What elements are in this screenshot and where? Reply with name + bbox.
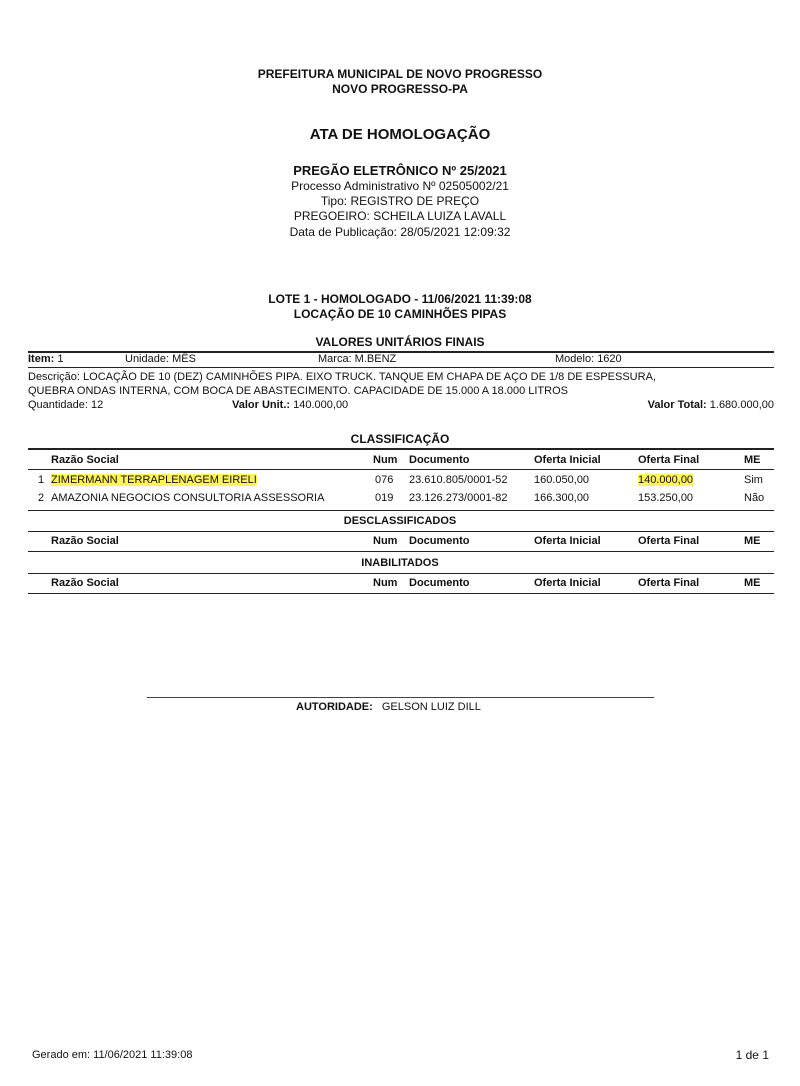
row-oferta-final: 140.000,00 bbox=[638, 474, 694, 486]
section-valores: VALORES UNITÁRIOS FINAIS bbox=[315, 335, 485, 349]
section-desclassificados: DESCLASSIFICADOS bbox=[343, 515, 457, 527]
tipo: Tipo: REGISTRO DE PREÇO bbox=[320, 194, 480, 208]
divider bbox=[28, 510, 774, 511]
doc-title: ATA DE HOMOLOGAÇÃO bbox=[309, 126, 491, 143]
col-razao-social: Razão Social bbox=[51, 535, 119, 547]
row-documento: 23.126.273/0001-82 bbox=[409, 492, 508, 504]
row-position: 2 bbox=[38, 492, 45, 504]
col-oferta-final: Oferta Final bbox=[638, 577, 700, 589]
col-oferta-inicial: Oferta Inicial bbox=[534, 535, 601, 547]
lote-subtitle: LOCAÇÃO DE 10 CAMINHÕES PIPAS bbox=[293, 307, 507, 321]
col-oferta-inicial: Oferta Inicial bbox=[534, 577, 601, 589]
col-oferta-final: Oferta Final bbox=[638, 454, 700, 466]
col-razao-social: Razão Social bbox=[51, 454, 119, 466]
col-num: Num bbox=[373, 454, 398, 466]
valor-total-value: 1.680.000,00 bbox=[709, 399, 774, 411]
col-razao-social: Razão Social bbox=[51, 577, 119, 589]
row-oferta-inicial: 160.050,00 bbox=[534, 474, 590, 486]
section-inabilitados: INABILITADOS bbox=[361, 557, 439, 569]
pregoeiro: PREGOEIRO: SCHEILA LUIZA LAVALL bbox=[293, 209, 507, 223]
col-num: Num bbox=[373, 535, 398, 547]
generated-at: Gerado em: 11/06/2021 11:39:08 bbox=[32, 1049, 193, 1061]
divider bbox=[28, 448, 774, 450]
item-valor-total bbox=[648, 399, 774, 411]
col-documento: Documento bbox=[409, 577, 470, 589]
item-marca: Marca: M.BENZ bbox=[318, 353, 397, 365]
item-label: Item: bbox=[28, 353, 55, 365]
data-publicacao: Data de Publicação: 28/05/2021 12:09:32 bbox=[289, 225, 511, 239]
divider bbox=[28, 469, 774, 470]
authority-label: AUTORIDADE: bbox=[296, 701, 373, 713]
row-razao-social: ZIMERMANN TERRAPLENAGEM EIRELI bbox=[51, 474, 257, 486]
col-documento: Documento bbox=[409, 454, 470, 466]
col-num: Num bbox=[373, 577, 398, 589]
item-valor-unit bbox=[232, 399, 348, 411]
valor-unit-value: 140.000,00 bbox=[293, 399, 349, 411]
org-city: NOVO PROGRESSO-PA bbox=[332, 82, 468, 96]
item-descricao-line2: QUEBRA ONDAS INTERNA, COM BOCA DE ABASTECIMENTO. CAPACIDADE DE 15.000 A 18.000 LITROS bbox=[28, 385, 568, 397]
item-number bbox=[28, 353, 63, 365]
col-me: ME bbox=[744, 535, 761, 547]
valor-unit-label: Valor Unit.: bbox=[232, 399, 291, 411]
row-num: 076 bbox=[375, 474, 394, 486]
row-razao-social: AMAZONIA NEGOCIOS CONSULTORIA ASSESSORIA bbox=[51, 492, 325, 504]
row-oferta-final: 153.250,00 bbox=[638, 492, 694, 504]
item-modelo: Modelo: 1620 bbox=[555, 353, 622, 365]
row-num: 019 bbox=[375, 492, 394, 504]
org-name: PREFEITURA MUNICIPAL DE NOVO PROGRESSO bbox=[257, 67, 543, 81]
row-position: 1 bbox=[38, 474, 45, 486]
col-documento: Documento bbox=[409, 535, 470, 547]
valor-total-label: Valor Total: bbox=[647, 399, 707, 411]
divider bbox=[28, 551, 774, 552]
col-oferta-inicial: Oferta Inicial bbox=[534, 454, 601, 466]
row-me: Não bbox=[744, 492, 765, 504]
signature-block bbox=[296, 701, 481, 713]
signature-line bbox=[147, 697, 654, 698]
item-value: 1 bbox=[57, 353, 64, 365]
pregao-number: PREGÃO ELETRÔNICO Nº 25/2021 bbox=[293, 163, 507, 178]
col-me: ME bbox=[744, 454, 761, 466]
divider bbox=[28, 531, 774, 532]
item-unidade: Unidade: MÊS bbox=[125, 353, 196, 365]
section-classificacao: CLASSIFICAÇÃO bbox=[350, 432, 450, 446]
row-oferta-inicial: 166.300,00 bbox=[534, 492, 590, 504]
row-documento: 23.610.805/0001-52 bbox=[409, 474, 508, 486]
authority-name: GELSON LUIZ DILL bbox=[381, 701, 481, 713]
processo-administrativo: Processo Administrativo Nº 02505002/21 bbox=[291, 179, 509, 193]
divider bbox=[28, 573, 774, 574]
col-oferta-final: Oferta Final bbox=[638, 535, 700, 547]
item-quantidade: Quantidade: 12 bbox=[28, 399, 104, 411]
item-descricao-line1: Descrição: LOCAÇÃO DE 10 (DEZ) CAMINHÕES PIPA. EIXO TRUCK. TANQUE EM CHAPA DE AÇO DE 1/8 DE ESPESSURA, bbox=[28, 371, 656, 383]
page-number: 1 de 1 bbox=[735, 1048, 769, 1062]
divider bbox=[28, 593, 774, 594]
col-me: ME bbox=[744, 577, 761, 589]
divider bbox=[28, 367, 774, 368]
lote-title: LOTE 1 - HOMOLOGADO - 11/06/2021 11:39:08 bbox=[268, 292, 532, 306]
row-me: Sim bbox=[744, 474, 763, 486]
